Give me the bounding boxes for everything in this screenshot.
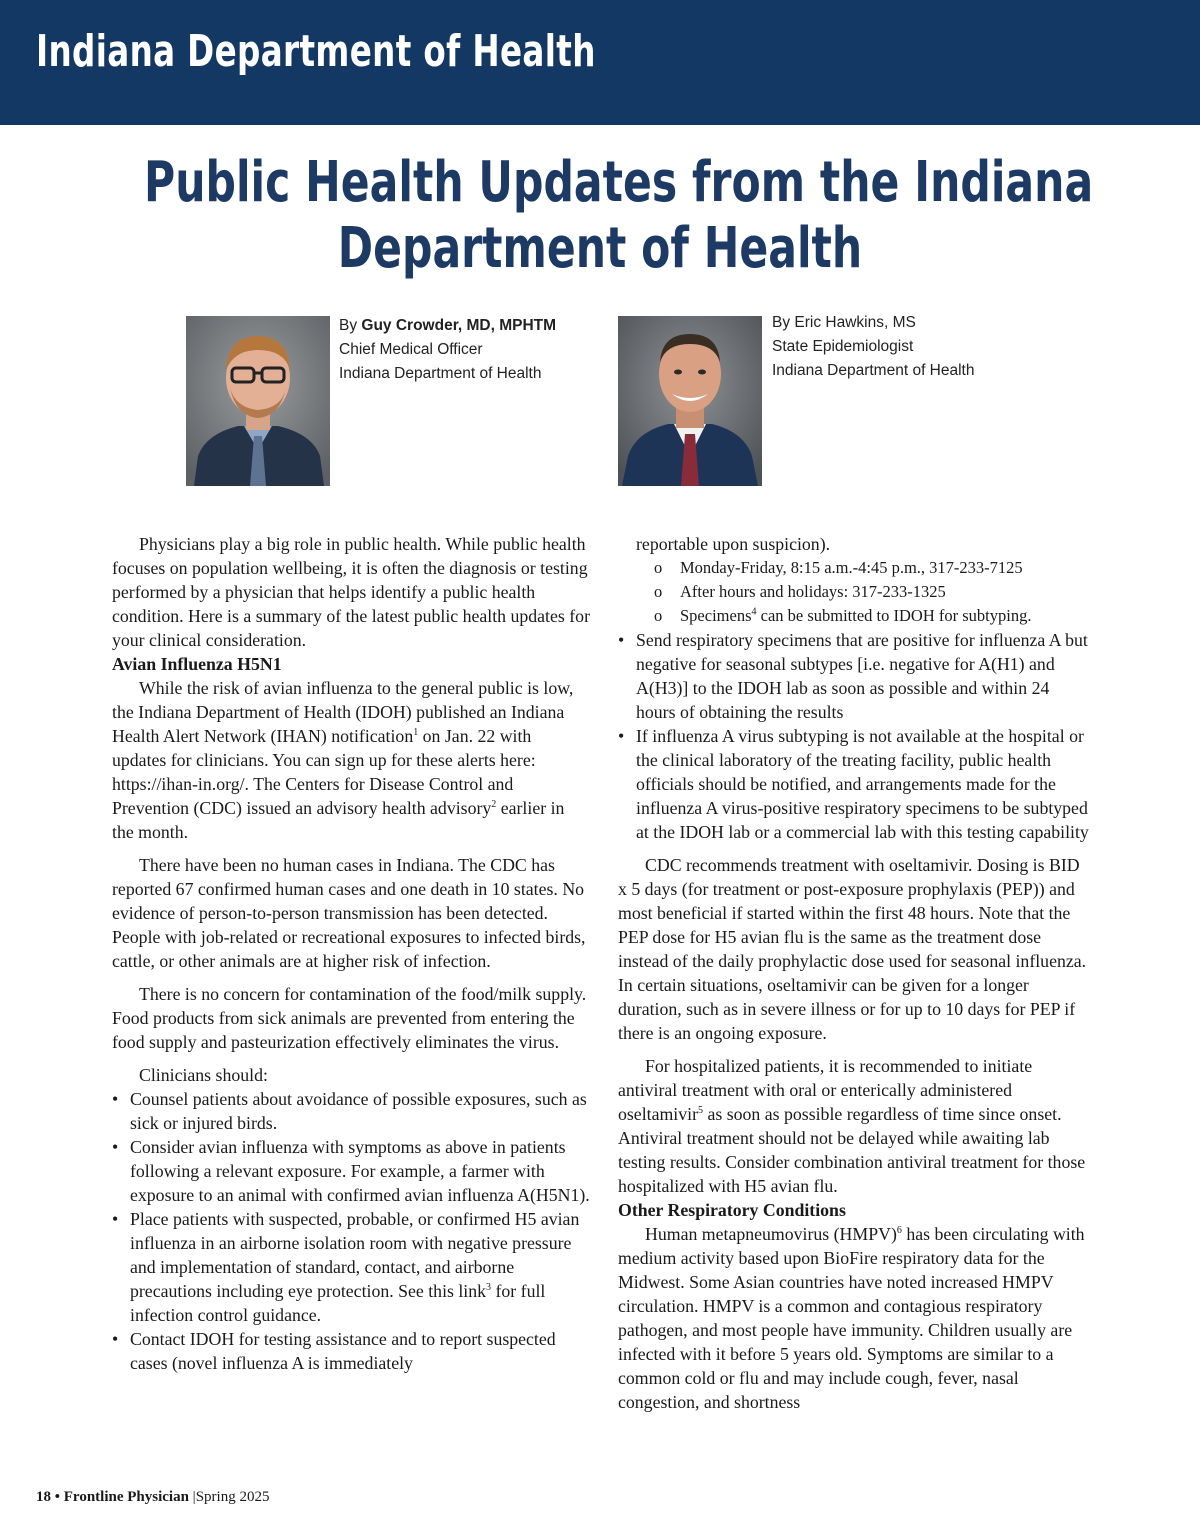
footnote-ref: 4 — [751, 606, 757, 618]
section-heading-avian-influenza: Avian Influenza H5N1 — [112, 654, 282, 674]
author-name: Guy Crowder, MD, MPHTM — [361, 317, 557, 334]
intro-paragraph: Physicians play a big role in public health. While public health focuses on population wellbeing, it is often the diagnosis or testing performed by a physician that helps identify a public health condition. Here is a summary of the latest public health updates for your clinical consideration. — [112, 534, 590, 650]
contact-sublist — [654, 556, 1090, 628]
article-column-right — [618, 532, 1090, 1414]
paragraph-clinicians-should: Clinicians should: — [139, 1065, 268, 1085]
footnote-ref: 2 — [491, 799, 497, 811]
list-item: • Send respiratory specimens that are positive for influenza A but negative for seasonal subtypes [i.e. negative for A(H1) and A(H3)] to the IDOH lab as soon as possible and within 24 hours of obtaining the results — [618, 628, 1090, 724]
list-item: • Consider avian influenza with symptoms as above in patients following a relevant exposure. For example, a farmer with exposure to an animal with confirmed avian influenza A(H5N1). — [112, 1135, 590, 1207]
paragraph-oseltamivir: CDC recommends treatment with oseltamivir. Dosing is BID x 5 days (for treatment or post-exposure prophylaxis (PEP)) and most beneficial if started within the first 48 hours. Note that the PEP dose for H5 avian flu is the same as the treatment dose instead of the daily prophylactic dose used for seasonal influenza. In certain situations, oseltamivir can be given for a longer duration, such as in severe illness or for up to 10 days for PEP if there is an ongoing exposure. — [618, 855, 1087, 1043]
footnote-ref: 6 — [896, 1225, 902, 1237]
section-heading-other-respiratory: Other Respiratory Conditions — [618, 1200, 846, 1220]
footnote-ref: 3 — [486, 1282, 492, 1294]
clinician-recommendations-list — [112, 1087, 590, 1375]
footnote-ref: 5 — [698, 1105, 703, 1117]
paragraph-hospitalized: For hospitalized patients, it is recommended to initiate antiviral treatment with oral or enterically administered oseltamivir$^5$ as soon as possible regardless of time since onset. Antiviral treatment should not be delayed while awaiting lab testing results. Consider combination antiviral treatment for those hospitalized with H5 avian flu. — [618, 1056, 1086, 1196]
article-column-left — [112, 532, 590, 1375]
page-number: 18 — [36, 1489, 51, 1505]
sublist-item: o Specimens$^4$ can be submitted to IDOH for subtyping. — [654, 604, 1090, 628]
list-item: • If influenza A virus subtyping is not available at the hospital or the clinical laboratory of the treating facility, public health officials should be notified, and arrangements made for the influenza A virus-positive respiratory specimens to be subtyped at the IDOH lab or a commercial lab with this testing capability — [618, 724, 1090, 844]
paragraph-ihan-notification: While the risk of avian influenza to the general public is low, the Indiana Department of Health (IDOH) published an Indiana Health Alert Network (IHAN) notification$^1$ on Jan. 22 with updates for clinicians. You can sign up for these alerts here: https://ihan-in.org/. The Centers for Disease Control and Prevention (CDC) issued an advisory health advisory$^2$ earlier in the month. — [112, 678, 574, 842]
list-item: • Contact IDOH for testing assistance and to report suspected cases (novel influenza A is immediately — [112, 1327, 590, 1375]
footnote-ref: 1 — [413, 727, 419, 739]
author-photo-hawkins — [618, 316, 762, 486]
publication-name: Frontline Physician — [63, 1489, 189, 1505]
page-title-line-2: Department of Health — [337, 216, 863, 281]
paragraph-food-supply: There is no concern for contamination of the food/milk supply. Food products from sick animals are prevented from entering the food supply and pasteurization effectively eliminates the virus. — [112, 984, 587, 1052]
author-byline-crowder — [339, 314, 556, 386]
author-photo-crowder — [186, 316, 330, 486]
author-role: State Epidemiologist — [772, 338, 914, 355]
page-footer — [36, 1489, 269, 1506]
footer-bullet: • — [54, 1489, 61, 1505]
sublist-item: o After hours and holidays: 317-233-1325 — [654, 580, 1090, 604]
paragraph-human-cases: There have been no human cases in Indiana. The CDC has reported 67 confirmed human cases and one death in 10 states. No evidence of person-to-person transmission has been detected. People with job-related or recreational exposures to infected birds, cattle, or other animals are at higher risk of infection. — [112, 855, 586, 971]
author-role: Chief Medical Officer — [339, 341, 483, 358]
list-item: • Counsel patients about avoidance of possible exposures, such as sick or injured birds. — [112, 1087, 590, 1135]
author-byline-hawkins — [772, 311, 974, 383]
sublist-item: o Monday-Friday, 8:15 a.m.-4:45 p.m., 317-233-7125 — [654, 556, 1090, 580]
paragraph-hmpv: Human metapneumovirus (HMPV)$^6$ has been circulating with medium activity based upon BioFire respiratory data for the Midwest. Some Asian countries have noted increased HMPV circulation. HMPV is a common and contagious respiratory pathogen, and most people have immunity. Children usually are infected with it before 5 years old. Symptoms are similar to a common cold or flu and may include cough, fever, nasal congestion, and shortness — [618, 1224, 1085, 1412]
author-org: Indiana Department of Health — [772, 362, 975, 379]
page-title — [0, 150, 1200, 282]
specimen-guidance-list — [618, 628, 1090, 844]
byline-prefix: By — [339, 317, 362, 334]
footer-separator: | — [192, 1489, 196, 1505]
list-item-continuation: reportable upon suspicion). — [636, 534, 831, 554]
author-org: Indiana Department of Health — [339, 365, 542, 382]
page-title-line-1: Public Health Updates from the Indiana — [144, 150, 1094, 215]
author-name: By Eric Hawkins, MS — [772, 314, 916, 331]
issue-date: Spring 2025 — [195, 1489, 270, 1505]
banner-title: Indiana Department of Health — [36, 26, 596, 77]
header-banner — [0, 0, 1200, 125]
list-item: • Place patients with suspected, probable, or confirmed H5 avian influenza in an airborne isolation room with negative pressure and implementation of standard, contact, and airborne precautions including eye protection. See this link$^3$ for full infection control guidance. — [112, 1207, 590, 1327]
